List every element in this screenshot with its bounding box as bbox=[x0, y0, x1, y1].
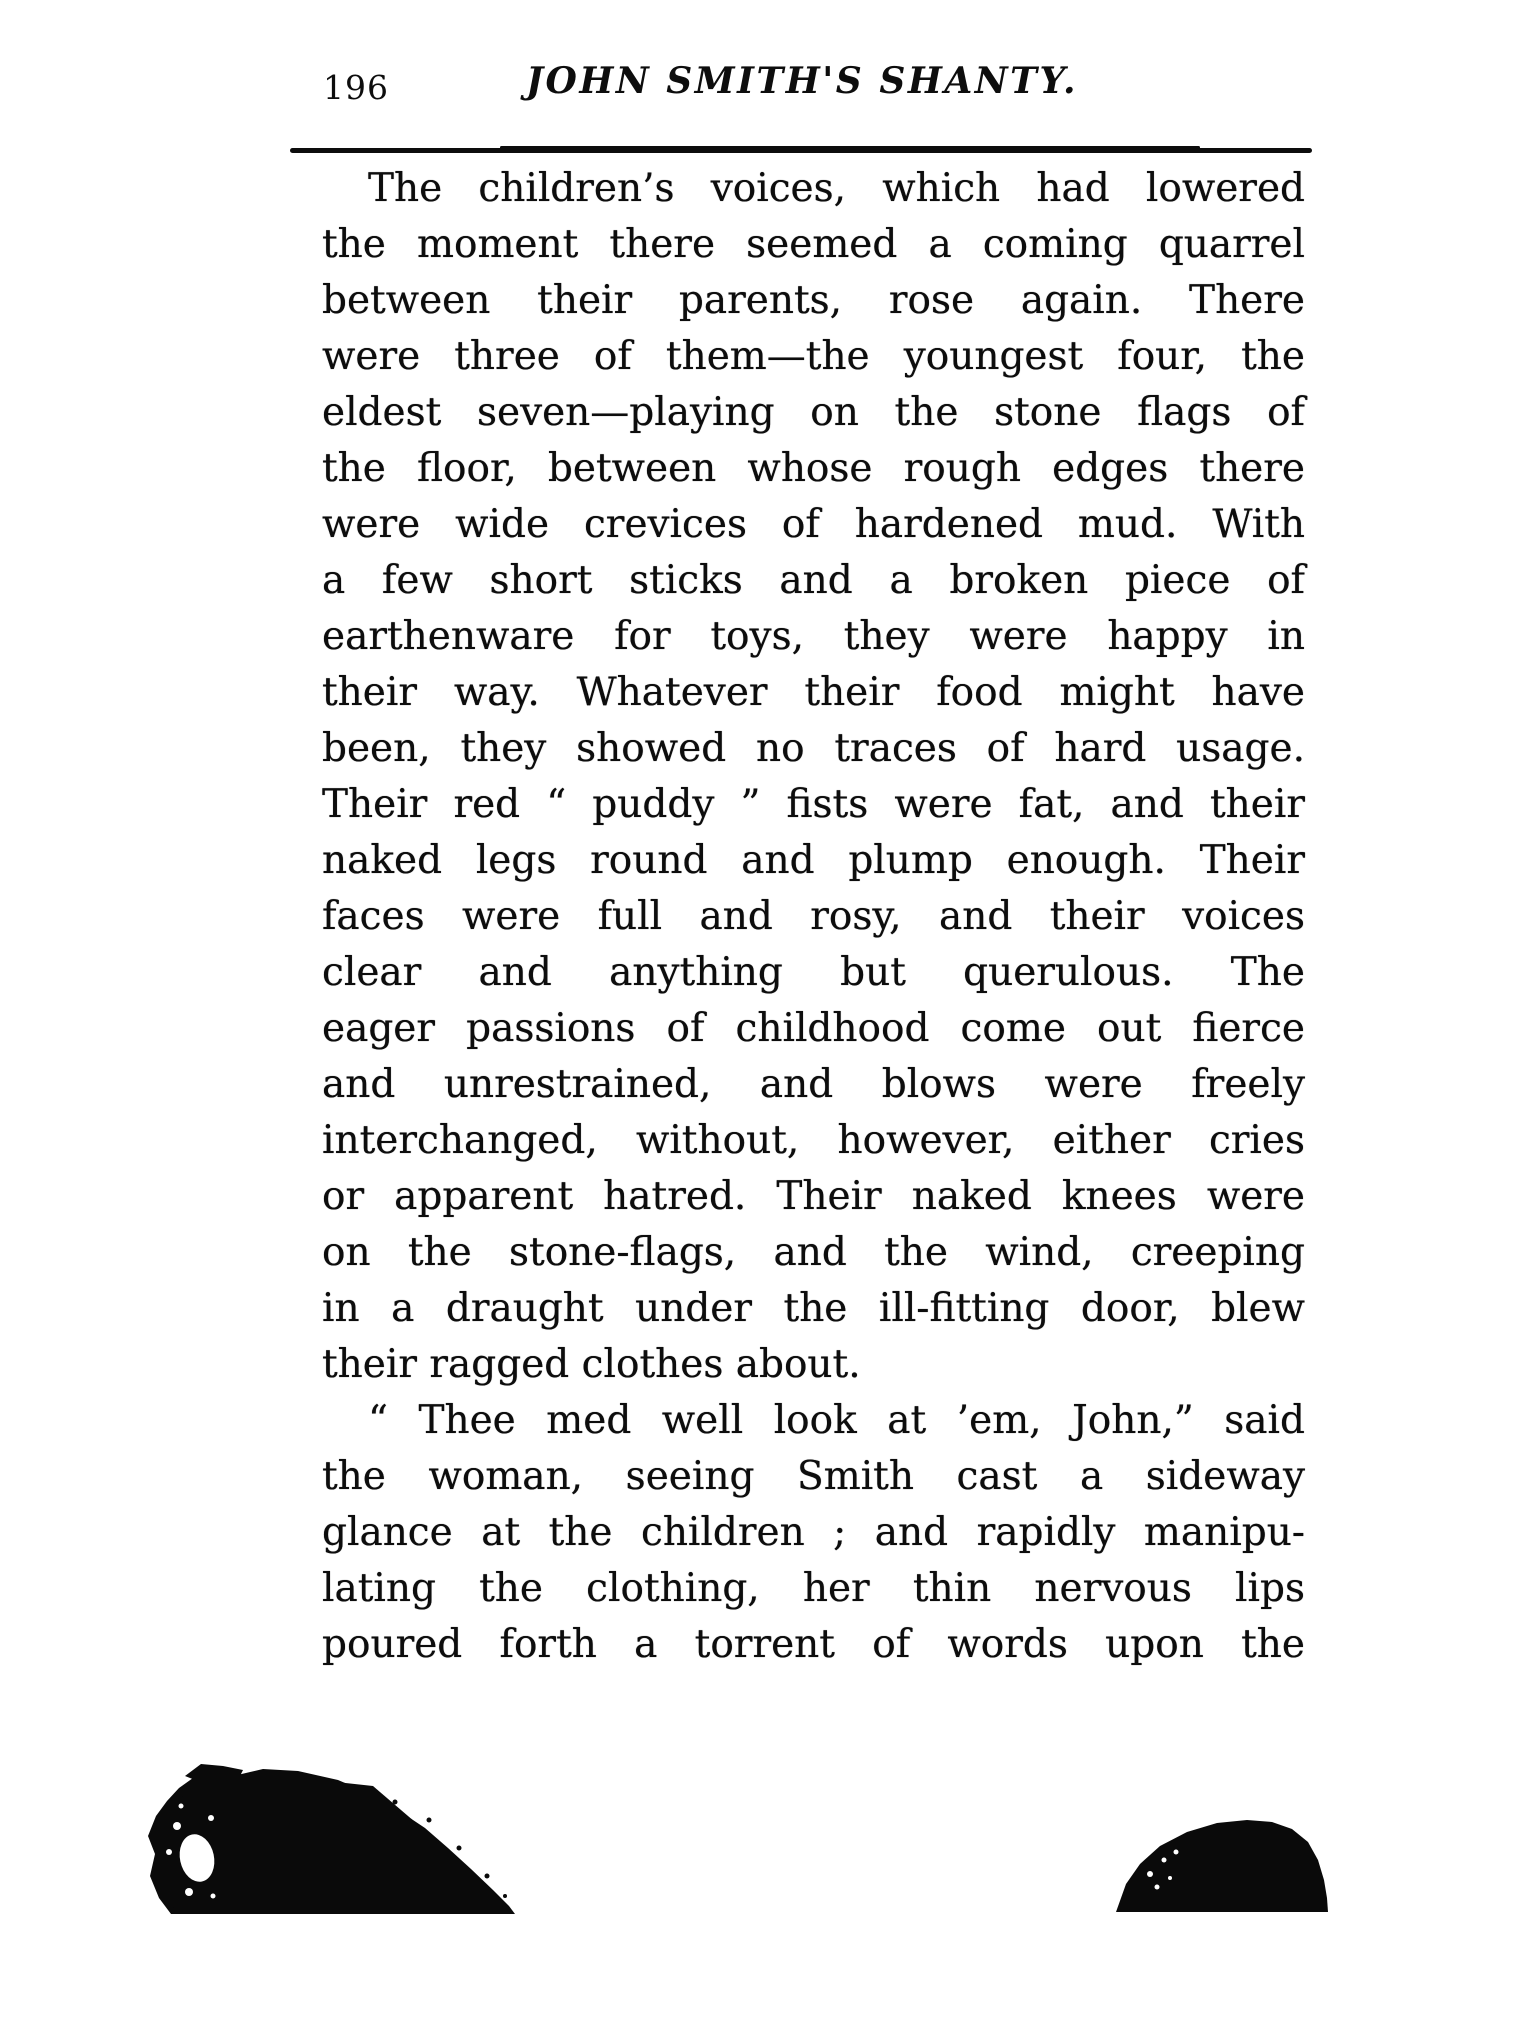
text-line: or apparent hatred. Their naked knees were bbox=[322, 1174, 1305, 1219]
header-rule bbox=[290, 148, 1312, 153]
text-line: lating the clothing, her thin nervous lips bbox=[322, 1566, 1305, 1611]
text-line: and unrestrained, and blows were freely bbox=[322, 1062, 1305, 1107]
text-line: were wide crevices of hardened mud. With bbox=[322, 502, 1305, 547]
ink-blot-right bbox=[1112, 1812, 1357, 1917]
text-line: the woman, seeing Smith cast a sideway bbox=[322, 1454, 1305, 1499]
text-line: between their parents, rose again. There bbox=[322, 278, 1305, 323]
running-header-title: JOHN SMITH'S SHANTY. bbox=[525, 60, 1079, 102]
text-line: were three of them—the youngest four, the bbox=[322, 334, 1305, 379]
text-line: earthenware for toys, they were happy in bbox=[322, 614, 1305, 659]
text-line: eldest seven—playing on the stone flags of bbox=[322, 390, 1305, 435]
text-line: eager passions of childhood come out fierce bbox=[322, 1006, 1305, 1051]
text-line: the moment there seemed a coming quarrel bbox=[322, 222, 1305, 267]
text-line: Their red “ puddy ” fists were fat, and their bbox=[322, 782, 1305, 827]
text-line: been, they showed no traces of hard usage. bbox=[322, 726, 1305, 771]
text-line: “ Thee med well look at ’em, John,” said bbox=[368, 1398, 1305, 1443]
text-line: the floor, between whose rough edges there bbox=[322, 446, 1305, 491]
ink-blot-left bbox=[143, 1756, 523, 1916]
text-line: clear and anything but querulous. The bbox=[322, 950, 1305, 995]
text-line: poured forth a torrent of words upon the bbox=[322, 1622, 1305, 1667]
text-line: faces were full and rosy, and their voices bbox=[322, 894, 1305, 939]
text-line: their way. Whatever their food might have bbox=[322, 670, 1305, 715]
text-line: their ragged clothes about. bbox=[322, 1342, 861, 1387]
text-line: naked legs round and plump enough. Their bbox=[322, 838, 1305, 883]
text-line: in a draught under the ill-fitting door, blew bbox=[322, 1286, 1305, 1331]
text-line: a few short sticks and a broken piece of bbox=[322, 558, 1305, 603]
text-line: glance at the children ; and rapidly manipu- bbox=[322, 1510, 1305, 1555]
page-number: 196 bbox=[323, 68, 389, 107]
text-line: on the stone-flags, and the wind, creeping bbox=[322, 1230, 1305, 1275]
text-line: The children’s voices, which had lowered bbox=[368, 166, 1305, 211]
text-line: interchanged, without, however, either cries bbox=[322, 1118, 1305, 1163]
body-text bbox=[322, 161, 1305, 1673]
